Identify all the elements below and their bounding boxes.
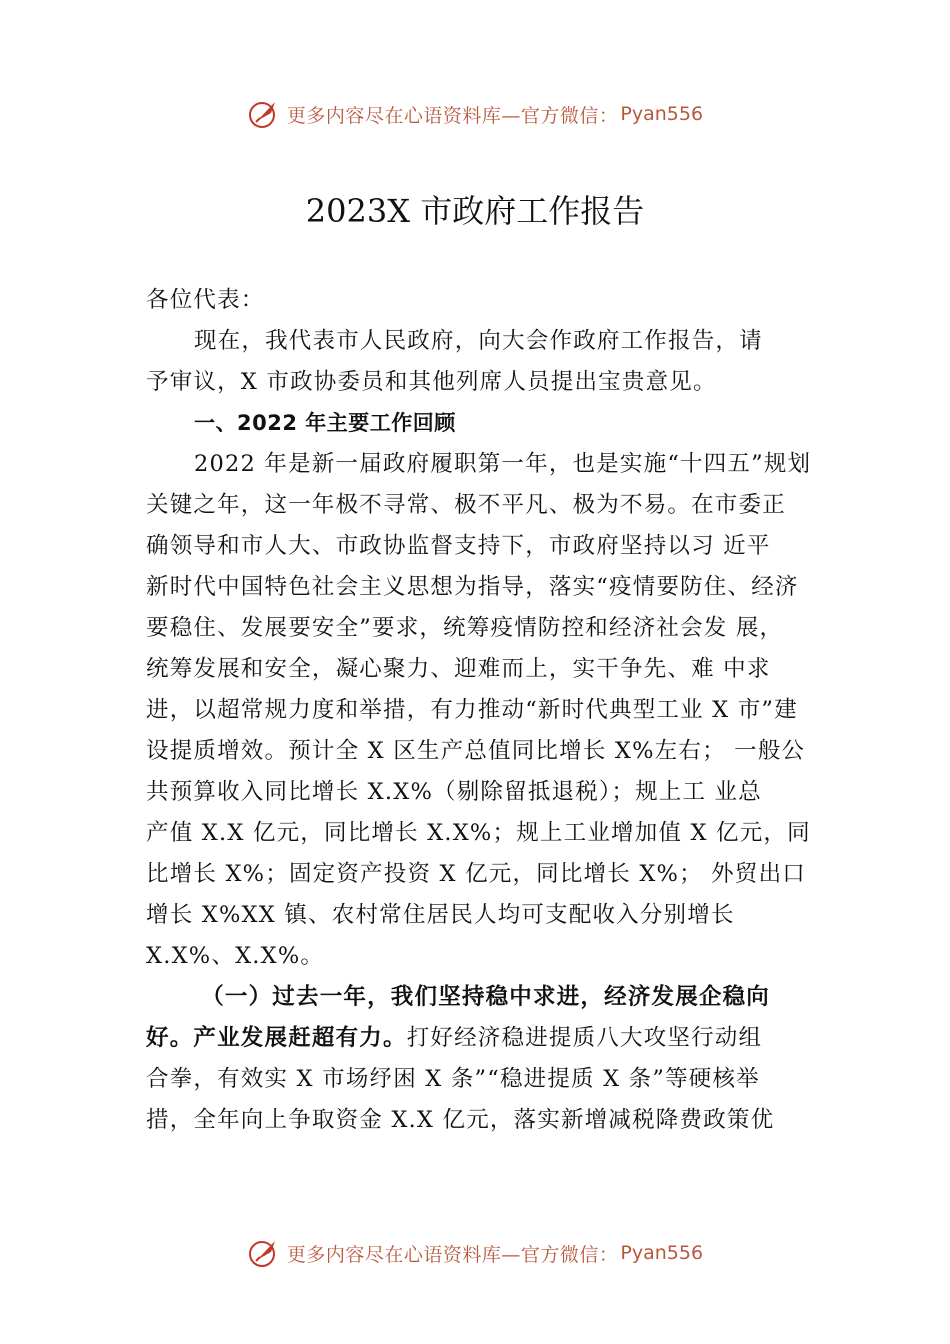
line-text: 打好经济稳进提质八大攻坚行动组 — [406, 1025, 763, 1051]
paragraph-line: 合拳，有效实 X 市场纾困 X 条”“稳进提质 X 条”等硬核举 — [146, 1066, 760, 1092]
paragraph-line: 进，以超常规力度和举措，有力推动“新时代典型工业 X 市”建 — [146, 697, 798, 723]
paragraph-line — [146, 1018, 836, 1059]
paragraph-line: 一、2022 年主要工作回顾 — [194, 411, 456, 435]
watermark-wechat-id: Pyan556 — [620, 1242, 704, 1264]
paragraph-line: 确领导和市人大、市政协监督支持下，市政府坚持以习 近平 — [146, 533, 771, 559]
paragraph-line: 新时代中国特色社会主义思想为指导，落实“疫情要防住、经济 — [146, 574, 799, 600]
quill-logo-icon — [247, 97, 281, 131]
paragraph-line: （一）过去一年，我们坚持稳中求进，经济发展企稳向 — [201, 984, 770, 1010]
watermark-wechat-id: Pyan556 — [620, 103, 704, 125]
paragraph-line: 现在，我代表市人民政府，向大会作政府工作报告，请 — [194, 328, 763, 354]
watermark-text: 更多内容尽在心语资料库—官方微信： — [286, 1243, 619, 1266]
paragraph-line: 要稳住、发展要安全”要求，统筹疫情防控和经济社会发 展， — [146, 615, 784, 641]
paragraph-line: 统筹发展和安全，凝心聚力、迎难而上，实干争先、难 中求 — [146, 656, 771, 682]
paragraph-line: 设提质增效。预计全 X 区生产总值同比增长 X%左右； 一般公 — [146, 738, 806, 764]
document-body — [146, 280, 836, 1141]
watermark-banner-top — [0, 94, 950, 134]
quill-logo-icon — [247, 1236, 281, 1270]
watermark-text: 更多内容尽在心语资料库—官方微信： — [286, 104, 619, 127]
paragraph-line: 关键之年，这一年极不寻常、极不平凡、极为不易。在市委正 — [146, 492, 786, 518]
paragraph-line: 2022 年是新一届政府履职第一年，也是实施“十四五”规划 — [194, 451, 812, 477]
paragraph-line: 各位代表： — [146, 287, 265, 313]
paragraph-line: 措，全年向上争取资金 X.X 亿元，落实新增减税降费政策优 — [146, 1107, 775, 1133]
section-subheading: 好。产业发展赶超有力。 — [146, 1025, 407, 1051]
paragraph-line: 增长 X%XX 镇、农村常住居民人均可支配收入分别增长 — [146, 902, 735, 928]
document-title: 2023X 市政府工作报告 — [305, 192, 645, 230]
paragraph-line: 予审议，X 市政协委员和其他列席人员提出宝贵意见。 — [146, 369, 717, 395]
paragraph-line: X.X%、X.X%。 — [146, 943, 325, 969]
paragraph-line: 比增长 X%；固定资产投资 X 亿元，同比增长 X%； 外贸出口 — [146, 861, 806, 887]
watermark-banner-bottom — [0, 1233, 950, 1273]
paragraph-line: 产值 X.X 亿元，同比增长 X.X%；规上工业增加值 X 亿元，同 — [146, 820, 811, 846]
paragraph-line: 共预算收入同比增长 X.X%（剔除留抵退税）；规上工 业总 — [146, 779, 762, 805]
